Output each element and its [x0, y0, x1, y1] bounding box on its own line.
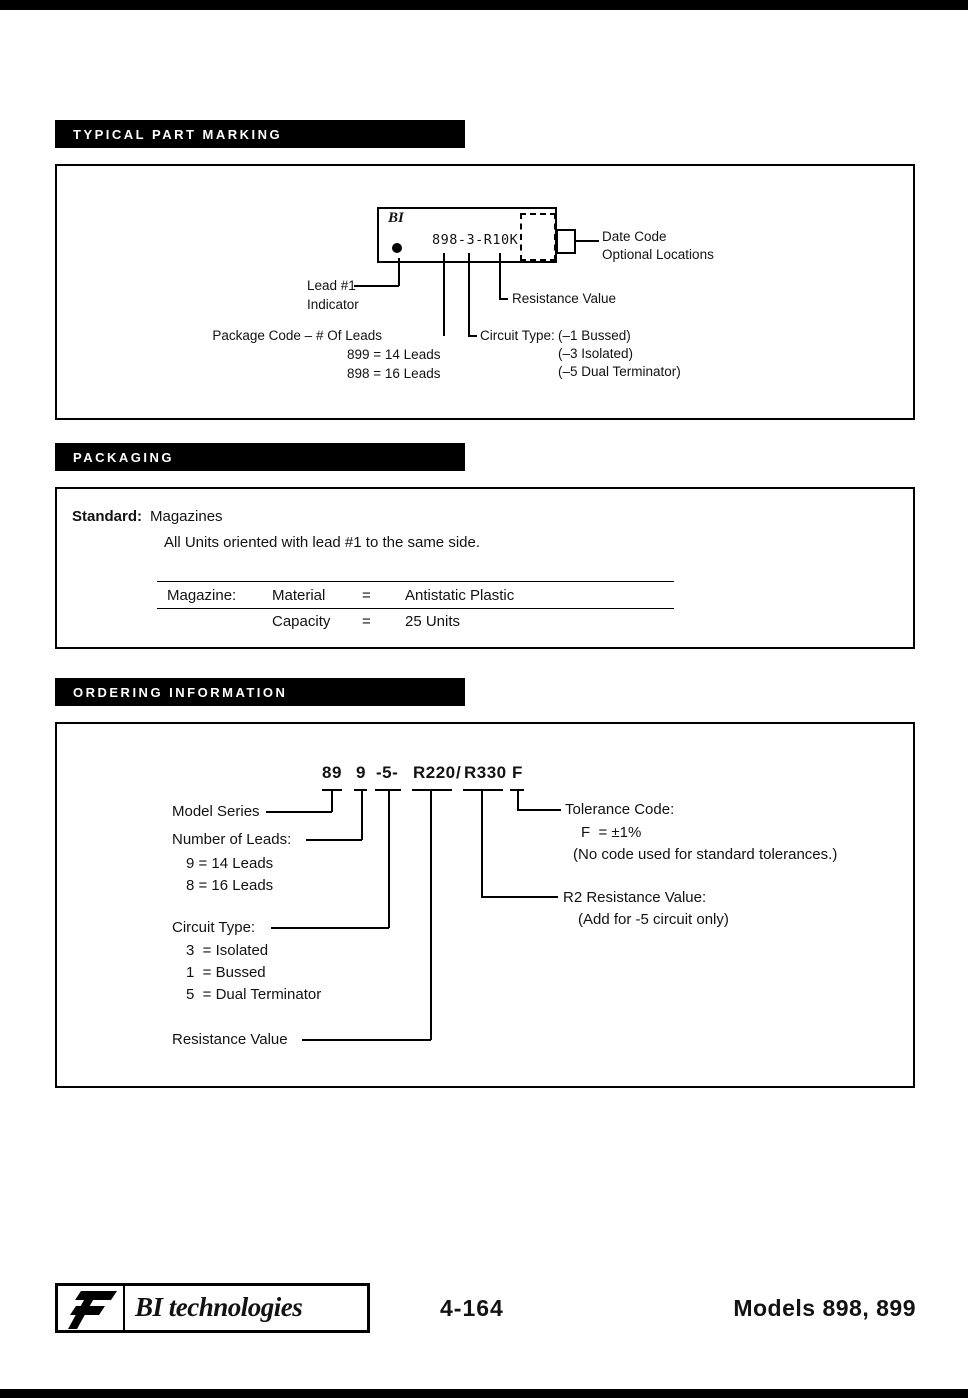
tolerance-code-heading: Tolerance Code: [565, 801, 675, 818]
part-segment-r2: R330 [464, 763, 507, 782]
page-number: 4-164 [440, 1295, 504, 1321]
connector-line [430, 789, 432, 1040]
package-code-label: Package Code – # Of Leads [212, 328, 382, 343]
tolerance-note: (No code used for standard tolerances.) [573, 846, 838, 863]
resistance-value-heading: Resistance Value [172, 1031, 288, 1048]
date-code-sublabel: Optional Locations [602, 247, 714, 262]
models-label: Models 898, 899 [733, 1295, 916, 1321]
package-logo: BI [388, 210, 404, 226]
leads-option-16: 8 = 16 Leads [186, 877, 274, 894]
date-code-dashed-zone [520, 213, 556, 261]
section-header-packaging [55, 443, 465, 471]
section-header-part-marking [55, 120, 465, 148]
part-marking-text: 898-3-R10K [432, 232, 519, 248]
bottom-rule-bar [0, 1389, 968, 1398]
equals-sign: = [362, 587, 371, 604]
lead1-label: Lead #1 [307, 278, 356, 293]
connector-line [499, 253, 501, 299]
circuit-option-bussed: 1 = Bussed [186, 964, 266, 981]
section-title: ORDERING INFORMATION [73, 684, 288, 700]
part-segment-circuit: -5- [376, 763, 399, 782]
connector-line [575, 240, 599, 242]
brand-name: BI technologies [135, 1292, 303, 1322]
lead1-sublabel: Indicator [307, 297, 359, 312]
section-title: TYPICAL PART MARKING [73, 126, 283, 142]
connector-line [302, 1039, 431, 1041]
segment-underline [463, 789, 503, 791]
table-rule [157, 608, 674, 609]
part-marking-box [55, 164, 915, 420]
circuit-type-label: Circuit Type: [480, 328, 555, 343]
capacity-value: 25 Units [405, 613, 461, 630]
magazine-value: Antistatic Plastic [405, 587, 515, 604]
model-series-label: Model Series [172, 803, 260, 820]
table-rule [157, 581, 674, 582]
connector-line [468, 335, 477, 337]
magazine-label: Magazine: [167, 587, 237, 604]
resistance-value-label: Resistance Value [512, 291, 617, 306]
brand-logo-box [55, 1283, 370, 1333]
part-segment-r1: R220 [413, 763, 456, 782]
connector-line [271, 927, 389, 929]
logo-divider [123, 1286, 125, 1330]
connector-line [517, 789, 519, 810]
date-code-label: Date Code [602, 229, 667, 244]
circuit-type-isolated: (–3 Isolated) [558, 346, 634, 361]
magazine-property: Material [272, 587, 326, 604]
connector-line [517, 809, 561, 811]
circuit-type-bussed: (–1 Bussed) [558, 328, 631, 343]
connector-line [266, 811, 332, 813]
connector-line [468, 253, 470, 336]
circuit-type-heading: Circuit Type: [172, 919, 256, 936]
circuit-option-dual: 5 = Dual Terminator [186, 986, 322, 1003]
standard-label: Standard: [72, 508, 143, 525]
standard-value: Magazines [150, 508, 223, 525]
r2-resistance-note: (Add for -5 circuit only) [578, 911, 729, 928]
segment-underline [412, 789, 452, 791]
r2-resistance-heading: R2 Resistance Value: [563, 889, 707, 906]
orientation-note: All Units oriented with lead #1 to the same side. [164, 534, 481, 551]
leads-option-14: 9 = 14 Leads [186, 855, 274, 872]
connector-line [388, 789, 390, 928]
top-rule-bar [0, 0, 968, 10]
connector-line [361, 789, 363, 840]
connector-line [306, 839, 362, 841]
bi-logo-icon [65, 1291, 117, 1329]
part-segment-slash: / [456, 763, 462, 782]
part-segment-model: 89 [322, 763, 342, 782]
package-code-14: 899 = 14 Leads [347, 347, 441, 362]
lead1-indicator-dot [392, 243, 402, 253]
package-code-16: 898 = 16 Leads [347, 366, 441, 381]
capacity-property: Capacity [272, 613, 331, 630]
connector-line [481, 789, 483, 897]
connector-line [443, 253, 445, 336]
part-segment-tolerance: F [512, 763, 523, 782]
equals-sign: = [362, 613, 371, 630]
circuit-type-dual: (–5 Dual Terminator) [558, 364, 681, 379]
circuit-option-isolated: 3 = Isolated [186, 942, 269, 959]
part-segment-leads: 9 [356, 763, 366, 782]
section-header-ordering [55, 678, 465, 706]
connector-line [354, 285, 399, 287]
tolerance-option: F = ±1% [581, 824, 642, 841]
connector-line [499, 298, 508, 300]
connector-line [398, 258, 400, 286]
connector-line [331, 789, 333, 812]
number-of-leads-label: Number of Leads: [172, 831, 292, 848]
date-code-side-box [556, 229, 576, 254]
section-title: PACKAGING [73, 449, 174, 465]
packaging-box [55, 487, 915, 649]
connector-line [481, 896, 558, 898]
